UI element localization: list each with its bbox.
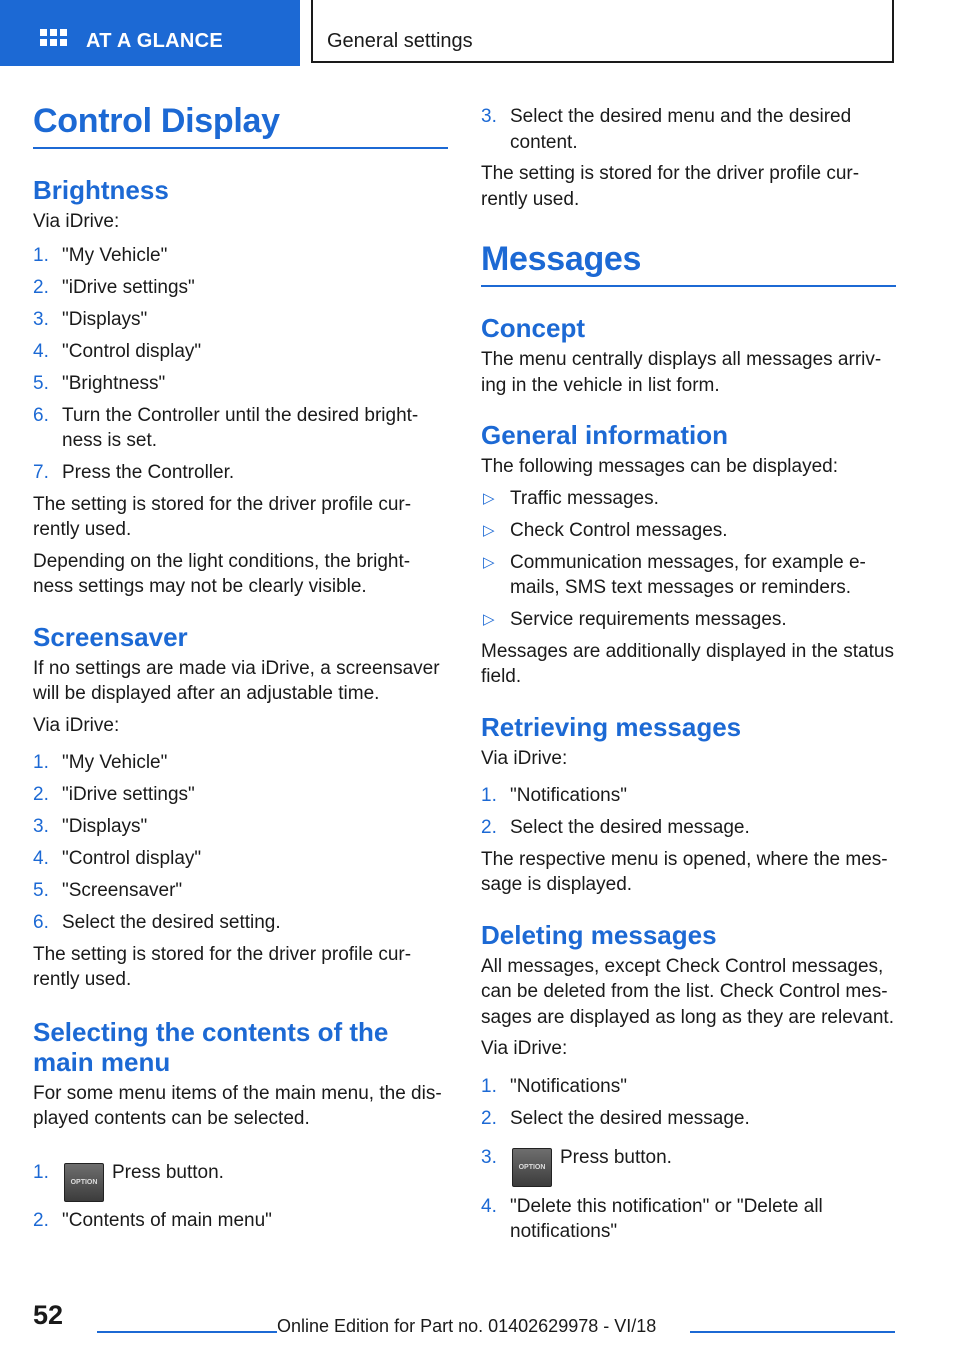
list-item: 4. "Control display" [33,340,202,362]
option-button-icon: OPTION [64,1163,104,1202]
list-item: 3. "Displays" [33,308,148,330]
heading-general-information: General information [481,420,729,450]
list-item: 1. "Notifications" [481,785,627,806]
screensaver-desc: If no settings are made via iDrive, a screensaver will be displayed after an adjustable time. [33,657,440,704]
list-item: 6. Select the desired setting. [33,912,281,933]
screensaver-note: The setting is stored for the driver profile cur-rently used. [33,943,412,990]
footer-rule-left [97,1331,277,1333]
list-item: 1. OPTION Press button. [33,1160,448,1202]
list-item: 3. Select the desired menu and the desired content. [481,106,852,153]
list-item: 5. "Screensaver" [33,880,183,901]
section-tab[interactable] [0,0,300,66]
heading-screensaver: Screensaver [33,621,188,652]
left-column [33,100,448,1234]
section-tab-label: AT A GLANCE [86,30,223,52]
list-item: ▷ Service requirements messages. [483,609,787,630]
stored-note: The setting is stored for the driver profile cur-rently used. [481,163,860,210]
heading-brightness: Brightness [33,175,169,205]
list-item: 2. "iDrive settings" [33,276,195,298]
screensaver-intro: Via iDrive: [33,714,120,736]
footer-rule-right [690,1331,895,1333]
page-number: 52 [33,1300,64,1330]
message-types-list [481,486,896,633]
screensaver-steps [33,750,448,936]
general-intro: The following messages can be displayed: [481,456,838,477]
footer-edition: Online Edition for Part no. 01402629978 - VI/18 [277,1316,657,1336]
general-note: Messages are additionally displayed in the status field. [481,640,894,687]
brightness-note-2: Depending on the light conditions, the bright-ness settings may not be clearly visible. [33,550,411,597]
list-item: 2. "Contents of main menu" [33,1210,272,1231]
list-item: 1. "My Vehicle" [33,244,168,266]
list-item: ▷ Traffic messages. [483,487,659,509]
deleting-desc: All messages, except Check Control messages, can be deleted from the list. Check Control mes-sages are displayed as long as they are relevant. [481,955,894,1028]
list-item: 1. "My Vehicle" [33,752,168,773]
retrieving-intro: Via iDrive: [481,747,568,769]
grid-menu-icon [40,29,68,53]
list-item: 1. "Notifications" [481,1075,627,1097]
heading-retrieving-messages: Retrieving messages [481,711,742,742]
main-menu-desc: For some menu items of the main menu, the dis-played contents can be selected. [33,1082,442,1129]
list-item: 5. "Brightness" [33,372,166,394]
header-section-title: General settings [327,30,473,52]
heading-deleting-messages: Deleting messages [481,919,717,950]
continued-steps [481,104,896,155]
list-item: 4. "Delete this notification" or "Delete all notifications" [481,1195,823,1242]
list-item: ▷ Communication messages, for example e-mails, SMS text messages or reminders. [483,551,866,598]
deleting-intro: Via iDrive: [481,1038,568,1059]
retrieving-steps [481,783,896,841]
brightness-note-1: The setting is stored for the driver profile cur-rently used. [33,493,412,540]
main-menu-steps [33,1160,448,1234]
header-title-box [311,0,894,63]
concept-desc: The menu centrally displays all messages arriv-ing in the vehicle in list form. [481,349,882,396]
deleting-steps [481,1074,896,1245]
option-button-icon: OPTION [512,1148,552,1187]
list-item: 3. OPTION Press button. [481,1145,896,1187]
list-item: 2. Select the desired message. [481,1107,750,1129]
list-item: 3. "Displays" [33,816,148,837]
brightness-intro: Via iDrive: [33,211,120,232]
list-item: 2. Select the desired message. [481,817,750,838]
retrieving-note: The respective menu is opened, where the mes-sage is displayed. [481,848,888,895]
list-item: ▷ Check Control messages. [483,519,728,541]
list-item: 6. Turn the Controller until the desired bright-ness is set. [33,404,419,451]
list-item: 4. "Control display" [33,848,202,869]
heading-messages: Messages [481,238,896,287]
list-item: 2. "iDrive settings" [33,784,195,805]
brightness-steps [33,243,448,486]
heading-control-display: Control Display [33,100,448,149]
right-column [481,104,896,1245]
page-header [0,0,960,66]
list-item: 7. Press the Controller. [33,462,235,483]
heading-main-menu-contents: Selecting the contents of the main menu [33,1016,389,1077]
heading-concept: Concept [481,313,585,343]
